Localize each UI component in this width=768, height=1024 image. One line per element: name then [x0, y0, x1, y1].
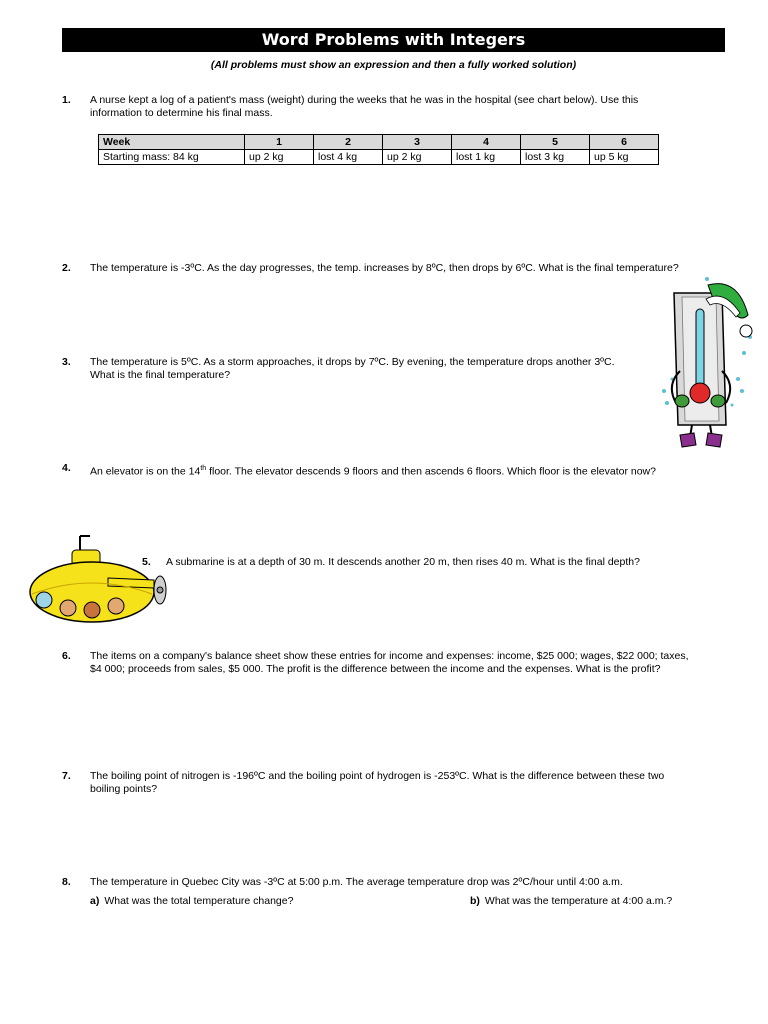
- table-header-cell: 6: [590, 135, 659, 150]
- table-header-cell: 5: [521, 135, 590, 150]
- question-text: The temperature in Quebec City was -3ºC at 5:00 p.m. The average temperature drop was 2ºC/hour until 4:00 a.m.: [90, 876, 623, 888]
- table-cell: lost 4 kg: [314, 150, 383, 165]
- table-cell: up 2 kg: [383, 150, 452, 165]
- sub-question-text: What was the total temperature change?: [104, 895, 294, 907]
- instructions: (All problems must show an expression and then a fully worked solution): [210, 59, 577, 71]
- question-number: 6.: [62, 650, 71, 662]
- question-number: 1.: [62, 94, 71, 106]
- question-text-end: floor. The elevator descends 9 floors and then ascends 6 floors. Which floor is the elevator now?: [206, 465, 656, 478]
- table-cell: lost 3 kg: [521, 150, 590, 165]
- table-header-cell: Week: [99, 135, 245, 150]
- table-header-cell: 1: [245, 135, 314, 150]
- table-header-cell: 3: [383, 135, 452, 150]
- question-number: 3.: [62, 356, 71, 368]
- thermometer-illustration: [652, 275, 762, 455]
- sub-question-text: What was the temperature at 4:00 a.m.?: [484, 895, 673, 907]
- question-text-start: An elevator is on the 14: [90, 465, 201, 478]
- sub-question-label: b): [470, 895, 480, 907]
- question-8a: [90, 895, 293, 908]
- submarine-illustration: [28, 532, 170, 627]
- question-number: 7.: [62, 770, 71, 782]
- question-8b: [470, 895, 672, 908]
- question-text: A nurse kept a log of a patient's mass (weight) during the weeks that he was in the hospital (see chart below). Use this information to determine his final mass.: [90, 94, 639, 119]
- table-row: [99, 150, 659, 165]
- table-cell: lost 1 kg: [452, 150, 521, 165]
- mass-log-table: [98, 134, 659, 165]
- question-text: A submarine is at a depth of 30 m. It descends another 20 m, then rises 40 m. What is the final depth?: [166, 556, 640, 568]
- question-text: The temperature is -3ºC. As the day progresses, the temp. increases by 8ºC, then drops by 6ºC. What is the final temperature?: [90, 262, 679, 274]
- table-header-cell: 2: [314, 135, 383, 150]
- table-cell: Starting mass: 84 kg: [99, 150, 245, 165]
- table-header-row: [99, 135, 659, 150]
- question-text: The temperature is 5ºC. As a storm approaches, it drops by 7ºC. By evening, the temperature drops another 3ºC. What is the final temperature?: [90, 356, 615, 381]
- table-header-cell: 4: [452, 135, 521, 150]
- table-cell: up 2 kg: [245, 150, 314, 165]
- question-text: The items on a company's balance sheet show these entries for income and expenses: income, $25 000; wages, $22 000; taxes, $4 000; proceeds from sales, $5 000. The profit is the difference between the income and the expenses. What is the profit?: [90, 650, 689, 675]
- question-number: 8.: [62, 876, 71, 888]
- question-number: 4.: [62, 462, 71, 474]
- table-cell: up 5 kg: [590, 150, 659, 165]
- ordinal-suffix: th: [200, 465, 207, 472]
- question-text: The boiling point of nitrogen is -196ºC and the boiling point of hydrogen is -253ºC. What is the difference between these two boiling points?: [90, 770, 665, 795]
- question-number: 5.: [142, 556, 151, 568]
- sub-question-label: a): [90, 895, 100, 907]
- question-text: [90, 462, 656, 479]
- page-title: Word Problems with Integers: [62, 28, 725, 52]
- question-number: 2.: [62, 262, 71, 274]
